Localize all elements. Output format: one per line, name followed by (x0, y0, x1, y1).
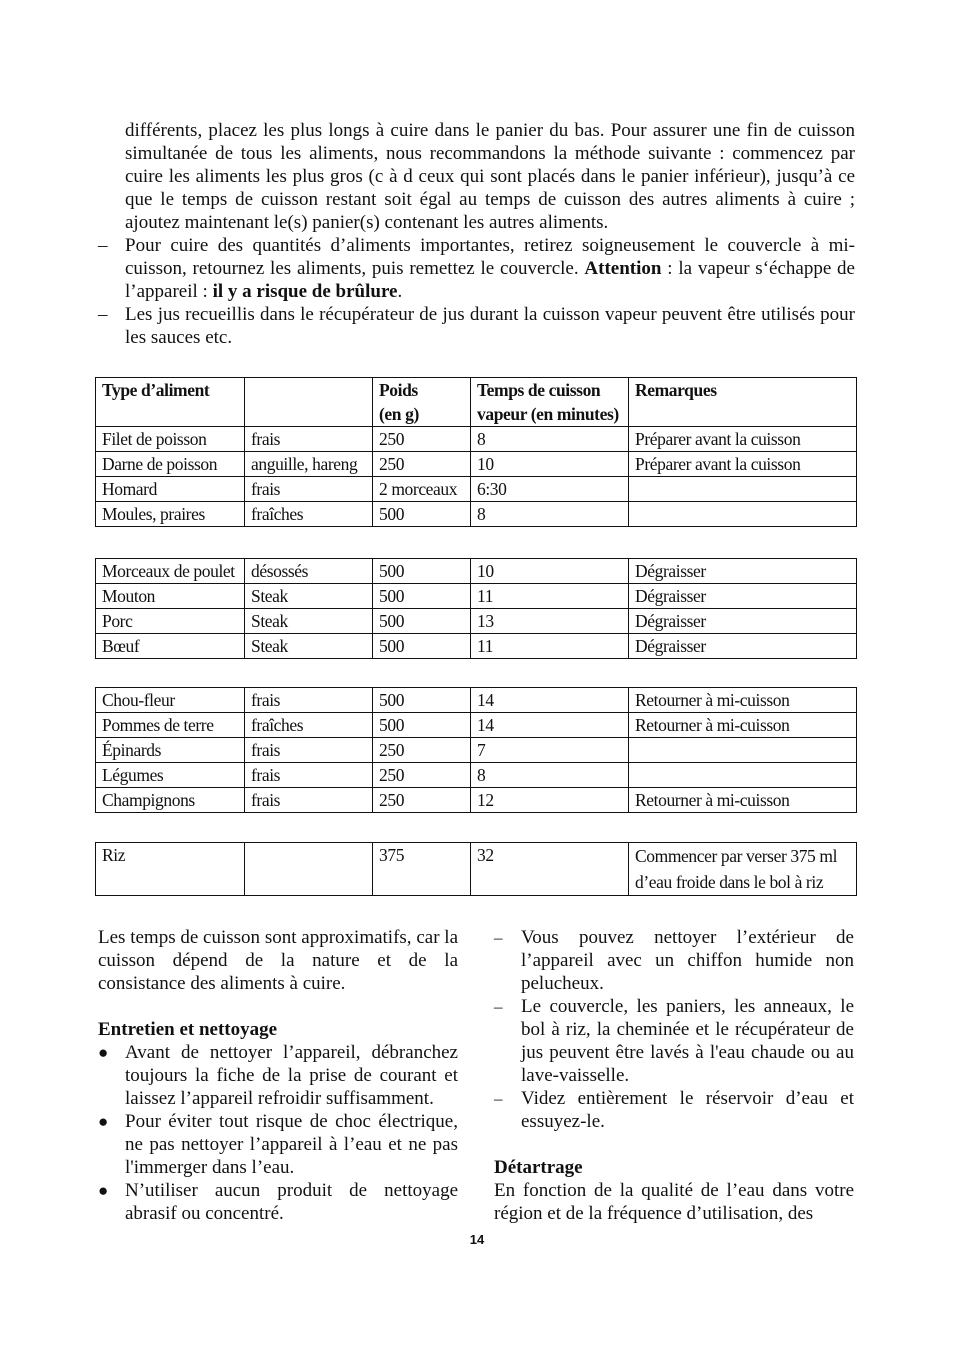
cooking-table-rice (95, 842, 857, 896)
table-cell: 7 (471, 738, 629, 763)
table-cell: 250 (373, 763, 471, 788)
table-cell: Retourner à mi-cuisson (629, 788, 857, 813)
header-weight-line2: (en g) (379, 404, 419, 424)
table-cell: 500 (373, 502, 471, 527)
table-header-row (96, 378, 857, 427)
list-item-text (125, 234, 855, 303)
table-row (96, 609, 857, 634)
table-cell: anguille, hareng (245, 452, 373, 477)
table-cell: Champignons (96, 788, 245, 813)
dash-marker: – (494, 928, 503, 947)
header-food-type: Type d’aliment (96, 378, 245, 427)
table-cell: 8 (471, 502, 629, 527)
table-cell: Riz (96, 843, 245, 896)
table-cell: frais (245, 688, 373, 713)
header-weight-line1: Poids (379, 380, 418, 400)
list-item (98, 1041, 458, 1110)
table-cell: fraîches (245, 713, 373, 738)
table-cell: 2 morceaux (373, 477, 471, 502)
text-fragment: Pour cuire des quantités d’aliments importantes, retirez soigneusement le couvercle à mi-cuisson, retournez les aliments, puis remettez le couvercle. (125, 235, 855, 279)
list-item-text: Les jus recueillis dans le récupérateur de jus durant la cuisson vapeur peuvent être utilisés pour les sauces etc. (125, 304, 855, 348)
table-cell: Steak (245, 584, 373, 609)
table-cell: 250 (373, 452, 471, 477)
table-row (96, 584, 857, 609)
table-cell: Darne de poisson (96, 452, 245, 477)
table-row (96, 713, 857, 738)
table-row (96, 738, 857, 763)
table-cell: fraîches (245, 502, 373, 527)
table-cell: 13 (471, 609, 629, 634)
section-heading-descaling: Détartrage (494, 1157, 583, 1178)
list-item (494, 1087, 854, 1133)
table-cell: Dégraisser (629, 609, 857, 634)
table-cell (629, 502, 857, 527)
table-cell: Dégraisser (629, 584, 857, 609)
cooking-table-fish (95, 377, 857, 527)
table-cell: Porc (96, 609, 245, 634)
table-cell: frais (245, 763, 373, 788)
table-cell: 250 (373, 427, 471, 452)
table-cell: Moules, praires (96, 502, 245, 527)
table-cell: frais (245, 477, 373, 502)
table-cell: Retourner à mi-cuisson (629, 713, 857, 738)
burn-warning: il y a risque de brûlure (212, 281, 398, 302)
header-variety (245, 378, 373, 427)
table-cell: 500 (373, 584, 471, 609)
table-cell: 14 (471, 713, 629, 738)
table-cell: désossés (245, 559, 373, 584)
table-cell (245, 843, 373, 896)
table-cell: Légumes (96, 763, 245, 788)
table-cell: Préparer avant la cuisson (629, 427, 857, 452)
table-cell: Bœuf (96, 634, 245, 659)
page-number: 14 (469, 1232, 485, 1247)
list-item-text: Le couvercle, les paniers, les anneaux, le bol à riz, la cheminée et le récupérateur de jus peuvent être lavés à l'eau chaude ou au lave-vaisselle. (521, 996, 854, 1086)
table-cell: 11 (471, 634, 629, 659)
list-item (98, 1110, 458, 1179)
table-cell: 11 (471, 584, 629, 609)
table-cell: frais (245, 427, 373, 452)
table-cell: Homard (96, 477, 245, 502)
table-cell: 8 (471, 427, 629, 452)
cooking-time-note: Les temps de cuisson sont approximatifs, car la cuisson dépend de la nature et de la consistance des aliments à cuire. (98, 927, 458, 994)
table-cell: Mouton (96, 584, 245, 609)
list-item (494, 995, 854, 1087)
table-row (96, 477, 857, 502)
list-item (98, 1179, 458, 1225)
header-weight (373, 378, 471, 427)
table-cell: 6:30 (471, 477, 629, 502)
table-cell: 500 (373, 713, 471, 738)
table-row (96, 502, 857, 527)
list-item-text: N’utiliser aucun produit de nettoyage abrasif ou concentré. (125, 1180, 458, 1224)
attention-label: Attention (584, 258, 662, 279)
descaling-text: En fonction de la qualité de l’eau dans votre région et de la fréquence d’utilisation, des (494, 1180, 854, 1224)
table-cell: 10 (471, 559, 629, 584)
table-cell: Chou-fleur (96, 688, 245, 713)
section-heading-cleaning: Entretien et nettoyage (98, 1019, 278, 1040)
text-fragment: : la vapeur s‘échappe de l’appareil : (125, 258, 855, 302)
table-row (96, 427, 857, 452)
right-column (494, 926, 854, 1225)
table-cell: 14 (471, 688, 629, 713)
table-cell: Pommes de terre (96, 713, 245, 738)
dash-marker: – (98, 235, 108, 256)
intro-section (98, 119, 855, 349)
dash-marker: – (494, 1089, 503, 1108)
table-row (96, 763, 857, 788)
header-remarks: Remarques (629, 378, 857, 427)
table-cell: 12 (471, 788, 629, 813)
table-cell: Retourner à mi-cuisson (629, 688, 857, 713)
table-cell: 8 (471, 763, 629, 788)
table-cell: frais (245, 738, 373, 763)
cooking-table-vegetables (95, 687, 857, 813)
text-fragment: . (397, 281, 403, 302)
table-row (96, 452, 857, 477)
table-cell: 10 (471, 452, 629, 477)
table-cell: 500 (373, 688, 471, 713)
list-item (494, 926, 854, 995)
intro-paragraph: différents, placez les plus longs à cuire dans le panier du bas. Pour assurer une fin de cuisson simultanée de tous les aliments, nous recommandons la méthode suivante : commencez par cuire les aliments les plus gros (c à d ceux qui sont placés dans le panier inférieur), jusqu’à ce que le temps de cuisson restant soit égal au temps de cuisson des autres aliments à cuire ; ajoutez maintenant le(s) panier(s) contenant les autres aliments. (125, 120, 855, 233)
table-cell: 500 (373, 609, 471, 634)
dash-marker: – (98, 304, 108, 325)
list-item-text: Videz entièrement le réservoir d’eau et essuyez-le. (521, 1088, 854, 1132)
table-row (96, 788, 857, 813)
bullet-icon: ● (98, 1181, 109, 1200)
table-cell: Filet de poisson (96, 427, 245, 452)
table-row (96, 634, 857, 659)
table-cell: Steak (245, 609, 373, 634)
cooking-table-meat (95, 558, 857, 659)
table-cell: Commencer par verser 375 ml d’eau froide dans le bol à riz (629, 843, 857, 896)
list-item-text: Pour éviter tout risque de choc électrique, ne pas nettoyer l’appareil à l’eau et ne pas l'immerger dans l’eau. (125, 1111, 458, 1178)
table-cell: Épinards (96, 738, 245, 763)
header-time-line1: Temps de cuisson (477, 380, 601, 400)
table-cell: 32 (471, 843, 629, 896)
table-row (96, 688, 857, 713)
header-time (471, 378, 629, 427)
table-cell: Dégraisser (629, 559, 857, 584)
table-cell: Dégraisser (629, 634, 857, 659)
table-row (96, 843, 857, 896)
header-time-line2: vapeur (en minutes) (477, 404, 619, 424)
table-row (96, 559, 857, 584)
table-cell: 250 (373, 788, 471, 813)
left-column (98, 926, 458, 1225)
table-cell: 500 (373, 634, 471, 659)
table-cell (629, 477, 857, 502)
bullet-icon: ● (98, 1112, 109, 1131)
table-cell: 375 (373, 843, 471, 896)
table-cell: 500 (373, 559, 471, 584)
table-cell: Steak (245, 634, 373, 659)
list-item-text: Vous pouvez nettoyer l’extérieur de l’appareil avec un chiffon humide non pelucheux. (521, 927, 854, 994)
list-item (98, 234, 855, 303)
table-cell: Préparer avant la cuisson (629, 452, 857, 477)
table-cell: 250 (373, 738, 471, 763)
dash-marker: – (494, 997, 503, 1016)
table-cell: frais (245, 788, 373, 813)
list-item-text: Avant de nettoyer l’appareil, débranchez toujours la fiche de la prise de courant et laissez l’appareil refroidir suffisamment. (125, 1042, 458, 1109)
list-item (98, 303, 855, 349)
table-cell: Morceaux de poulet (96, 559, 245, 584)
bullet-icon: ● (98, 1043, 109, 1062)
table-cell (629, 763, 857, 788)
table-cell (629, 738, 857, 763)
